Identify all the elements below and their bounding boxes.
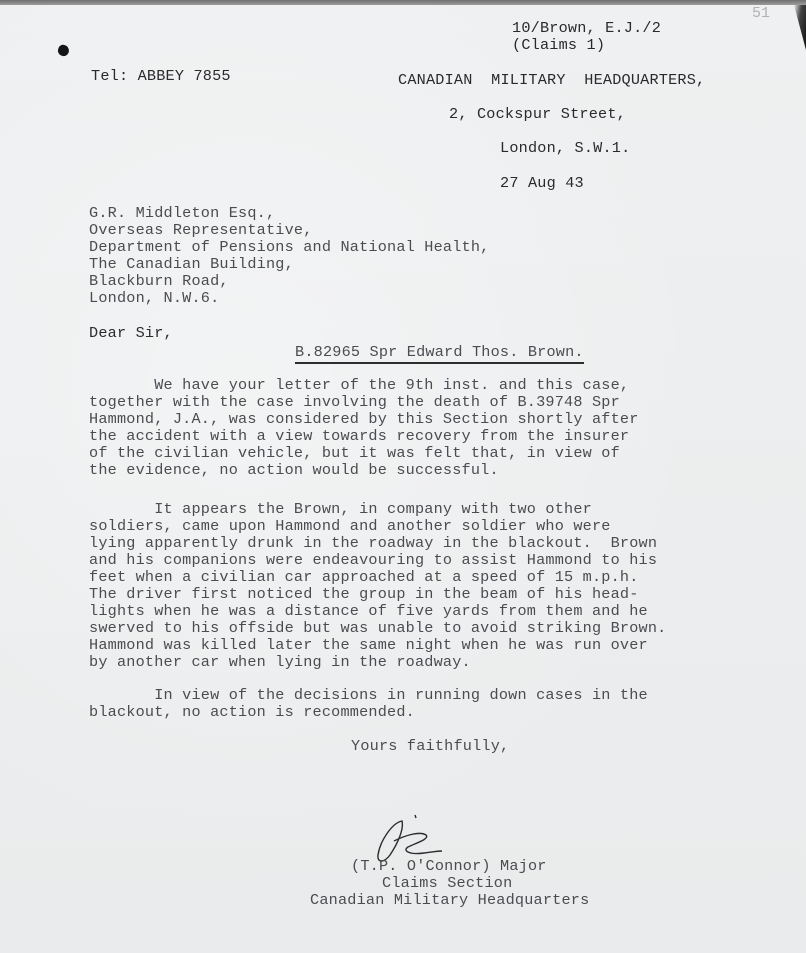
page-marker: 51: [752, 5, 771, 22]
body-line: In view of the decisions in running down cases in the: [89, 686, 648, 704]
recipient-line: London, N.W.6.: [89, 289, 220, 307]
recipient-line: The Canadian Building,: [89, 255, 294, 273]
subject-line: B.82965 Spr Edward Thos. Brown.: [295, 343, 584, 364]
body-line: Hammond, J.A., was considered by this Section shortly after: [89, 410, 639, 428]
closing: Yours faithfully,: [351, 737, 510, 755]
body-line: lying apparently drunk in the roadway in the blackout. Brown: [89, 534, 658, 552]
signatory-section: Claims Section: [382, 874, 513, 892]
body-line: the accident with a view towards recovery from the insurer: [89, 427, 630, 445]
recipient-line: Department of Pensions and National Health,: [89, 238, 490, 256]
body-line: the evidence, no action would be successful.: [89, 461, 499, 479]
recipient-line: G.R. Middleton Esq.,: [89, 204, 276, 222]
body-line: of the civilian vehicle, but it was felt that, in view of: [89, 444, 620, 462]
signatory-organization: Canadian Military Headquarters: [310, 891, 590, 909]
letter-date: 27 Aug 43: [500, 174, 584, 192]
recipient-line: Overseas Representative,: [89, 221, 313, 239]
body-line: together with the case involving the death of B.39748 Spr: [89, 393, 620, 411]
body-line: soldiers, came upon Hammond and another soldier who were: [89, 517, 611, 535]
body-line: It appears the Brown, in company with two other: [89, 500, 592, 518]
signatory-name-rank: (T.P. O'Connor) Major: [351, 857, 547, 875]
punch-hole-mark: [56, 43, 70, 57]
file-reference-line1: 10/Brown, E.J./2: [512, 19, 662, 37]
letter-page: [0, 5, 806, 953]
body-line: The driver first noticed the group in the beam of his head-: [89, 585, 639, 603]
body-line: Hammond was killed later the same night when he was run over: [89, 636, 648, 654]
body-line: lights when he was a distance of five yards from them and he: [89, 602, 648, 620]
body-line: blackout, no action is recommended.: [89, 703, 415, 721]
sender-organization: CANADIAN MILITARY HEADQUARTERS,: [398, 71, 706, 89]
body-line: feet when a civilian car approached at a speed of 15 m.p.h.: [89, 568, 639, 586]
recipient-line: Blackburn Road,: [89, 272, 229, 290]
sender-city: London, S.W.1.: [500, 139, 631, 157]
file-reference-line2: (Claims 1): [512, 36, 606, 54]
sender-street: 2, Cockspur Street,: [449, 105, 626, 123]
salutation: Dear Sir,: [89, 324, 173, 342]
body-line: swerved to his offside but was unable to avoid striking Brown.: [89, 619, 667, 637]
telephone: Tel: ABBEY 7855: [91, 67, 231, 85]
page-corner-shadow: [794, 5, 806, 50]
body-line: by another car when lying in the roadway.: [89, 653, 471, 671]
body-line: and his companions were endeavouring to assist Hammond to his: [89, 551, 658, 569]
body-line: We have your letter of the 9th inst. and this case,: [89, 376, 630, 394]
